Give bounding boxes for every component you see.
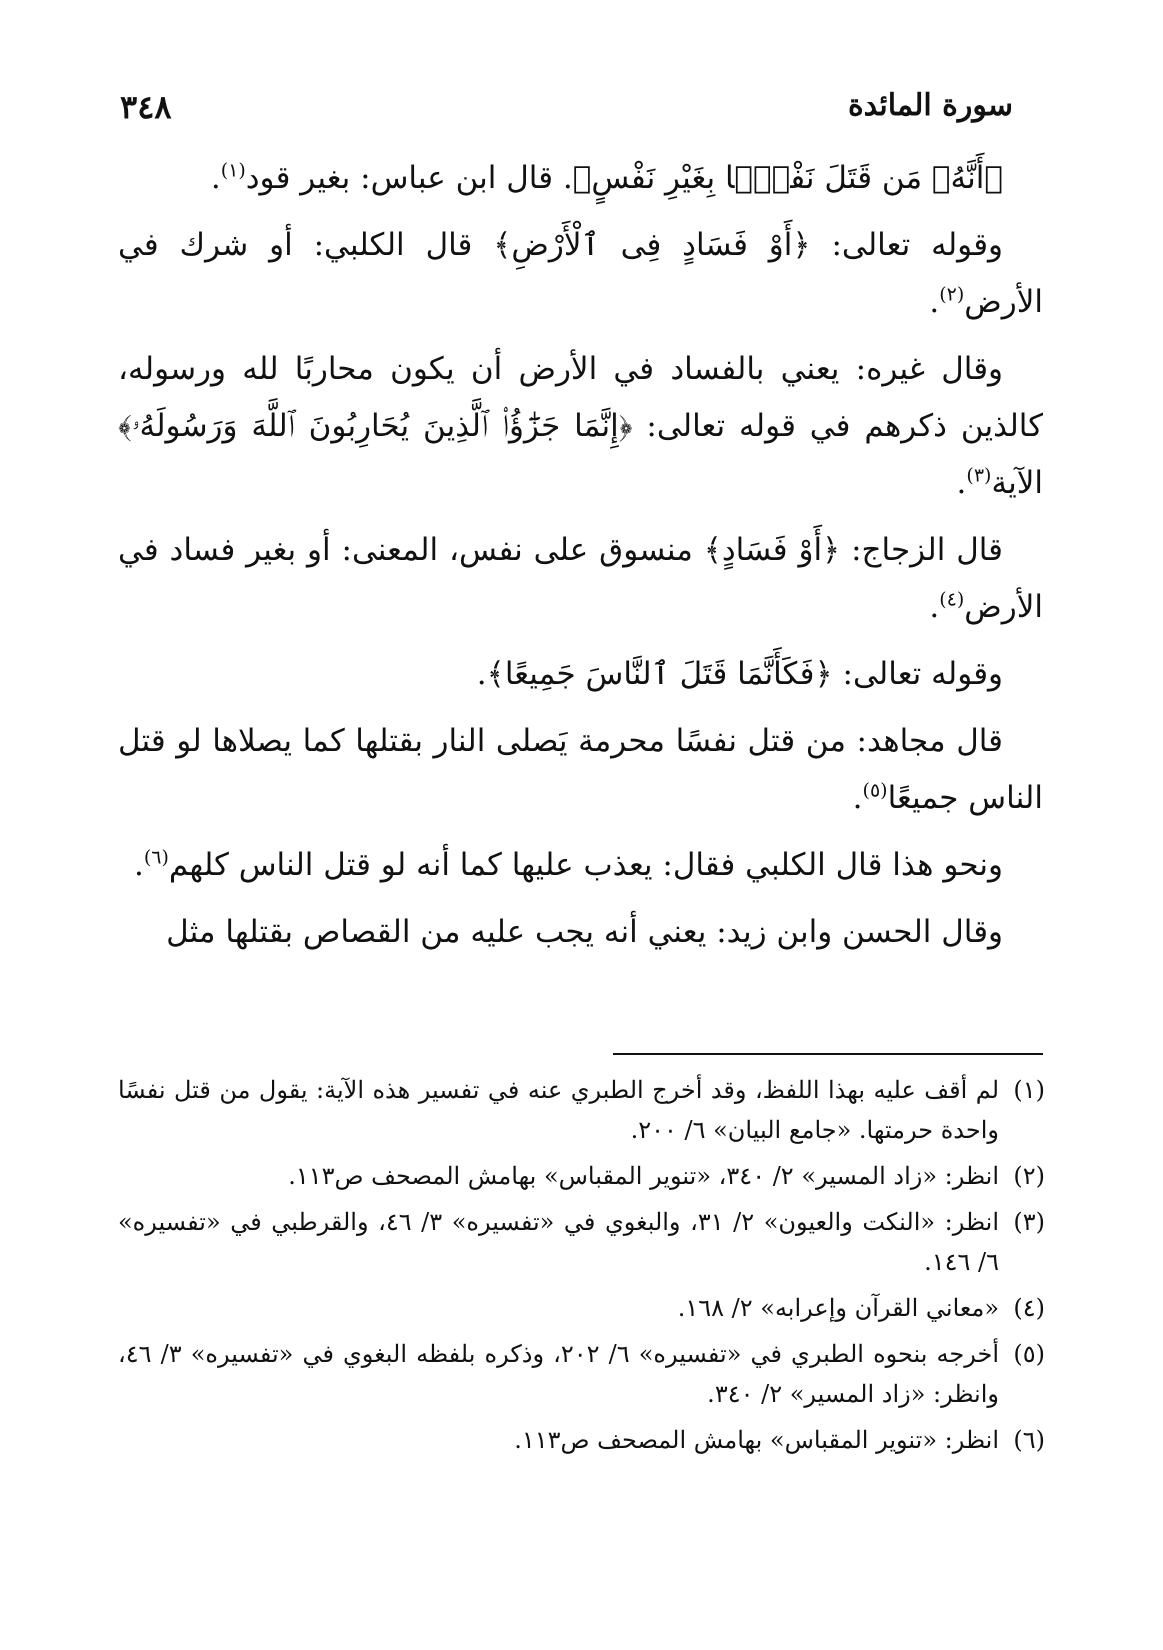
footnote-item [118,1420,1045,1460]
footnote-text: أخرجه بنحوه الطبري في «تفسيره» ٦/ ٢٠٢، وذكره بلفظه البغوي في «تفسيره» ٣/ ٤٦، وانظر: «زاد المسير» ٢/ ٣٤٠. [118,1340,999,1408]
footnote-item [118,1156,1045,1196]
footnote-item [118,1202,1045,1282]
footnote-marker: (٥) [862,779,888,802]
body-paragraph [118,646,1043,703]
footnote-number: (٢) [1013,1162,1045,1190]
footnote-text: انظر: «زاد المسير» ٢/ ٣٤٠، «تنوير المقباس» بهامش المصحف ص١١٣. [288,1162,999,1190]
footnote-marker: (٤) [939,588,965,611]
footnote-item [118,1288,1045,1328]
footnote-marker: (٦) [143,846,169,869]
paragraph-text: وقال غيره: يعني بالفساد في الأرض أن يكون محاربًا لله ورسوله، كالذين ذكرهم في قوله تعالى: ﴿إِنَّمَا جَزَٰٓؤُا۟ ٱلَّذِينَ يُحَارِبُونَ ٱللَّهَ وَرَسُولَهُۥ﴾ الآية [118,351,1043,501]
paragraph-text: قال مجاهد: من قتل نفسًا محرمة يَصلى النار بقتلها كما يصلاها لو قتل الناس جميعًا [118,723,1043,816]
paragraph-text: . [134,847,144,883]
running-header [120,88,1013,138]
paragraph-text: . [929,589,940,625]
body-paragraph [118,341,1043,512]
paragraph-text: . [929,284,940,320]
surah-title: سورة المائدة [847,88,1013,123]
paragraph-text: ونحو هذا قال الكلبي فقال: يعذب عليها كما أنه لو قتل الناس كلهم [168,847,1003,883]
footnote-separator [613,1053,1043,1055]
paragraph-text: وقوله تعالى: ﴿فَكَأَنَّمَا قَتَلَ ٱلنَّاسَ جَمِيعًا﴾. [476,656,1003,692]
footnote-marker: (٣) [966,464,992,487]
footnote-item [118,1070,1045,1150]
body-paragraph [118,217,1043,331]
footnote-text: لم أقف عليه بهذا اللفظ، وقد أخرج الطبري عنه في تفسير هذه الآية: يقول من قتل نفسًا واحدة حرمتها. «جامع البيان» ٦/ ٢٠٠. [118,1076,999,1144]
paragraph-text: . [210,160,221,196]
page-number: ٣٤٨ [120,88,172,126]
paragraph-text: قال الزجاج: ﴿أَوْ فَسَادٍ﴾ منسوق على نفس، المعنى: أو بغير فساد في الأرض [118,532,1043,625]
body-paragraph [118,837,1043,894]
footnote-number: (٥) [1013,1340,1045,1368]
body-paragraph [118,150,1043,207]
body-paragraph [118,713,1043,827]
body-paragraph [118,904,1043,961]
body-paragraph [118,522,1043,636]
footnote-number: (٦) [1013,1426,1045,1454]
paragraph-text: وقوله تعالى: ﴿أَوْ فَسَادٍ فِى ٱلْأَرْضِ﴾ قال الكلبي: أو شرك في الأرض [118,227,1043,320]
footnote-number: (٤) [1013,1294,1045,1322]
footnote-text: انظر: «تنوير المقباس» بهامش المصحف ص١١٣. [514,1426,999,1454]
footnote-number: (٣) [1013,1208,1045,1236]
footnotes [118,1070,1045,1466]
main-text [118,150,1043,971]
footnote-marker: (٢) [939,283,965,306]
footnote-marker: (١) [220,159,246,182]
paragraph-text: ﴿أَنَّهُۥ مَن قَتَلَ نَفْسًۢا بِغَيْرِ نَفْسٍ﴾. قال ابن عباس: بغير قود [245,160,1003,196]
footnote-number: (١) [1013,1076,1045,1104]
paragraph-text: وقال الحسن وابن زيد: يعني أنه يجب عليه من القصاص بقتلها مثل [166,914,1003,950]
paragraph-text: . [956,465,967,501]
footnote-text: انظر: «النكت والعيون» ٢/ ٣١، والبغوي في «تفسيره» ٣/ ٤٦، والقرطبي في «تفسيره» ٦/ ١٤٦. [118,1208,999,1276]
footnote-text: «معاني القرآن وإعرابه» ٢/ ١٦٨. [677,1294,999,1322]
paragraph-text: . [852,780,863,816]
footnote-item [118,1334,1045,1414]
